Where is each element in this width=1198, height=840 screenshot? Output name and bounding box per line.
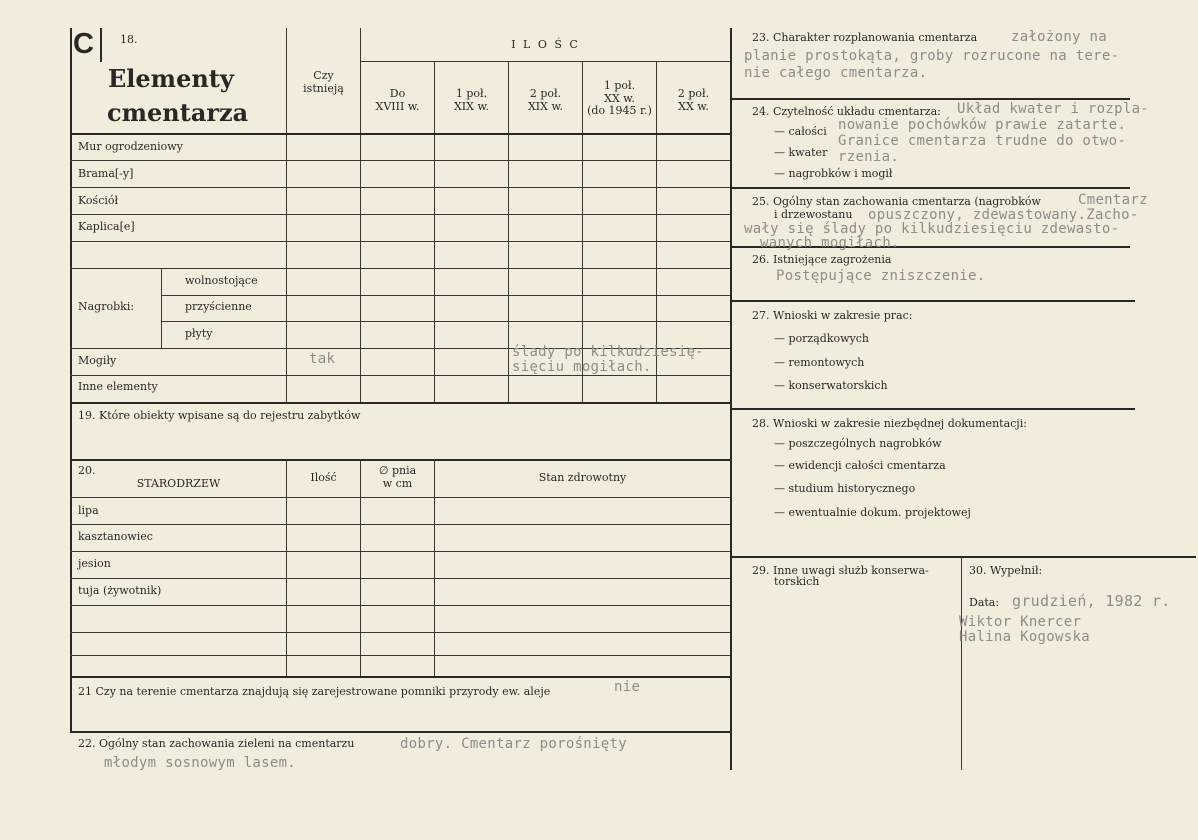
q24-answer-4: rzenia.	[838, 149, 900, 165]
q24-answer-3: Granice cmentarza trudne do otwo-	[838, 133, 1127, 149]
q28-item: — ewentualnie dokum. projektowej	[774, 506, 971, 519]
q21-answer: nie	[614, 679, 641, 695]
q30-filled-by-2: Halina Kogowska	[959, 629, 1090, 645]
q22-label: 22. Ogólny stan zachowania zieleni na cmentarzu	[78, 737, 355, 750]
row-gate-label: Brama[-y]	[78, 167, 134, 180]
q26-answer: Postępujące zniszczenie.	[776, 268, 986, 284]
col-exists-l2: istnieją	[303, 81, 344, 95]
diameter-l1: ∅ pnia	[378, 464, 417, 477]
row-tombstones-label: Nagrobki:	[78, 300, 135, 313]
q28-label: 28. Wnioski w zakresie niezbędnej dokumentacji:	[752, 417, 1027, 430]
p3a: 2 poł.	[529, 87, 562, 100]
p2b: XIX w.	[453, 99, 490, 113]
q30-label: 30. Wypełnił:	[969, 564, 1043, 577]
trees-health-header: Stan zdrowotny	[538, 471, 627, 484]
col-period-4	[583, 80, 656, 118]
q29-label-1: 29. Inne uwagi służb konserwa-	[752, 564, 929, 577]
tree-row-label: tuja (żywotnik)	[78, 584, 162, 597]
graves-exists-value: tak	[309, 351, 336, 367]
p4a: 1 poł.	[603, 79, 636, 92]
diameter-l2: w cm	[382, 476, 413, 490]
col-period-3	[509, 88, 582, 113]
q24-label: 24. Czytelność układu cmentarza:	[752, 105, 941, 118]
row-freestanding-label: wolnostojące	[185, 274, 258, 287]
col-exists-l1: Czy	[313, 69, 334, 82]
p5b: XX w.	[678, 99, 709, 113]
row-wall-mounted-label: przyścienne	[185, 300, 252, 313]
q25-answer-3: wały się ślady po kilkudziesięciu zdewasto-	[744, 221, 1120, 237]
q23-answer-2: planie prostokąta, groby rozrucone na tere-	[744, 48, 1120, 64]
q30-date-label: Data:	[969, 596, 1000, 609]
row-wall-label: Mur ogrodzeniowy	[78, 140, 183, 153]
col-period-1	[361, 88, 434, 113]
tree-row-label: jesion	[78, 557, 111, 570]
q24-answer-1: Układ kwater i rozpla-	[957, 101, 1150, 117]
q30-date-value: grudzień, 1982 r.	[1012, 592, 1171, 610]
q24-sub-graves: — nagrobków i mogił	[774, 167, 893, 180]
q25-label-1: 25. Ogólny stan zachowania cmentarza (nagrobków	[752, 195, 1041, 208]
row-church-label: Kościół	[78, 194, 119, 207]
q23-answer-1: założony na	[1011, 29, 1108, 45]
col-period-5	[657, 88, 730, 113]
q30-filled-by-1: Wiktor Knercer	[959, 614, 1082, 630]
p4b: XX w.	[604, 91, 635, 105]
q25-label-2: i drzewostanu	[774, 208, 853, 221]
q23-answer-3: nie całego cmentarza.	[744, 65, 928, 81]
p5a: 2 poł.	[677, 87, 710, 100]
q25-answer-2: opuszczony, zdewastowany.Zacho-	[868, 207, 1139, 223]
col-quantity-header: I L O Ś C	[511, 38, 580, 51]
p3b: XIX w.	[527, 99, 564, 113]
p4c: (do 1945 r.)	[587, 104, 652, 118]
tree-row-label: kasztanowiec	[78, 530, 153, 543]
row-chapel-label: Kaplica[e]	[78, 220, 135, 233]
q28-item: — poszczególnych nagrobków	[774, 437, 942, 450]
trees-count-header: Ilość	[310, 471, 337, 484]
q26-label: 26. Istniejące zagrożenia	[752, 253, 892, 266]
q22-answer-line2: młodym sosnowym lasem.	[104, 755, 297, 771]
section-title-line1: Elementy	[108, 64, 234, 93]
q28-item: — ewidencji całości cmentarza	[774, 459, 946, 472]
q27-item: — konserwatorskich	[774, 379, 888, 392]
q20-number: 20.	[78, 464, 96, 477]
q28-item: — studium historycznego	[774, 482, 916, 495]
q23-label: 23. Charakter rozplanowania cmentarza	[752, 31, 978, 44]
row-other-label: Inne elementy	[78, 380, 158, 393]
card-letter: C	[73, 28, 94, 60]
tree-row-label: lipa	[78, 504, 99, 517]
q24-answer-2: nowanie pochówków prawie zatarte.	[838, 117, 1127, 133]
q24-sub-overall: — całości	[774, 125, 827, 138]
col-exists-header	[287, 70, 360, 95]
row-graves-label: Mogiły	[78, 354, 117, 367]
q21-label: 21 Czy na terenie cmentarza znajdują się zarejestrowane pomniki przyrody ew. aleje	[78, 685, 551, 698]
q27-item: — porządkowych	[774, 332, 869, 345]
section-title-line2: cmentarza	[107, 98, 249, 127]
q19-label: 19. Które obiekty wpisane są do rejestru zabytków	[78, 409, 361, 422]
q27-label: 27. Wnioski w zakresie prac:	[752, 309, 913, 322]
trees-title: STARODRZEW	[136, 477, 221, 490]
q24-sub-quarters: — kwater	[774, 146, 828, 159]
q29-label-2: torskich	[774, 575, 820, 588]
graves-note-line2: sięciu mogiłach.	[512, 359, 652, 375]
graves-note-line1: ślady po kilkudziesię-	[512, 344, 705, 360]
q25-answer-1: Cmentarz	[1078, 192, 1148, 208]
q25-answer-4: wanych mogiłach.	[760, 235, 900, 251]
col-period-2	[435, 88, 508, 113]
row-slabs-label: płyty	[185, 327, 213, 340]
field-18-number: 18.	[120, 33, 138, 46]
q22-answer-line1: dobry. Cmentarz porośnięty	[400, 736, 627, 752]
p1a: Do	[389, 87, 406, 100]
trees-diameter-header	[361, 465, 434, 490]
p2a: 1 poł.	[455, 87, 488, 100]
p1b: XVIII w.	[375, 99, 420, 113]
q27-item: — remontowych	[774, 356, 865, 369]
